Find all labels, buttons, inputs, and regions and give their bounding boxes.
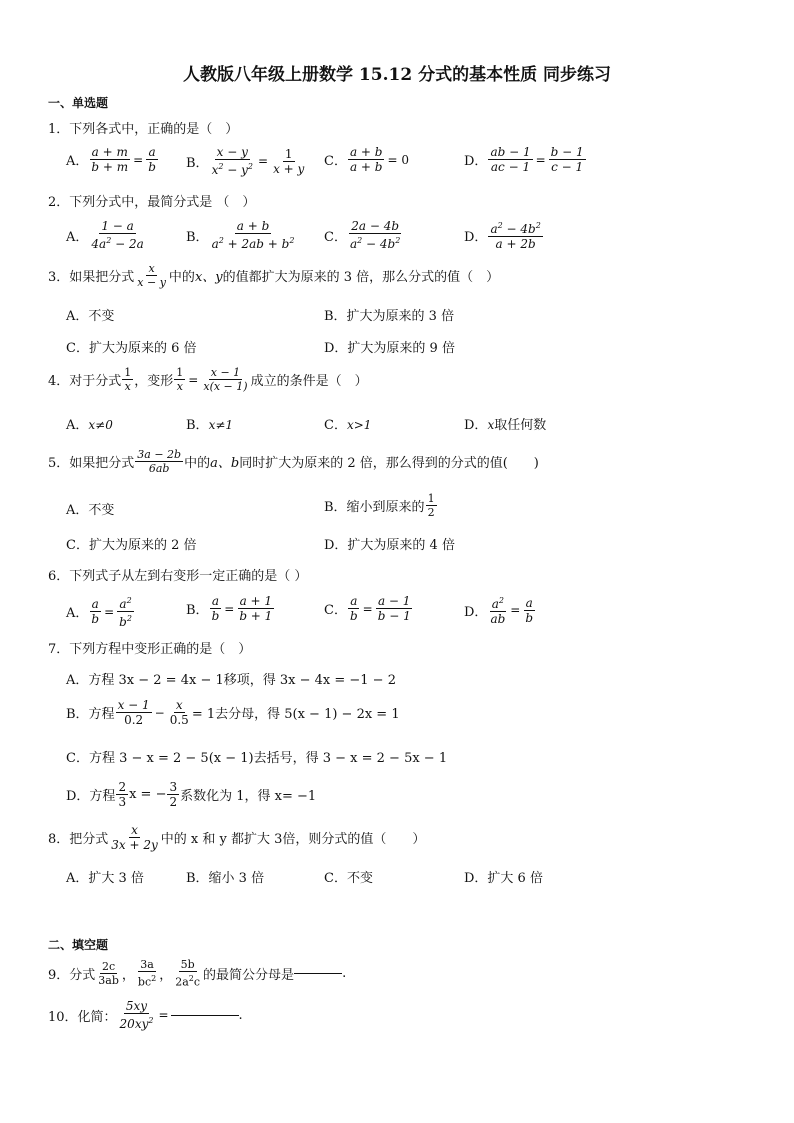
question-3-stem: 3．如果把分式 x x − y 中的 x、y 的值都扩大为原来的 3 倍，那么分式的值（ ） — [48, 262, 500, 289]
question-7-stem: 7．下列方程中变形正确的是（ ） — [48, 642, 252, 657]
question-4-option-d: D．x取任何数 — [464, 418, 547, 433]
question-9-stem: 9．分式 2c 3ab ， 3a $bc^2$ ， 5b $2a^2c$ 的最简公分母是 . — [48, 958, 347, 989]
answer-blank[interactable] — [294, 973, 342, 974]
question-1-stem: 1．下列各式中，正确的是（ ） — [48, 122, 239, 137]
question-8-option-c: C．不变 — [324, 871, 373, 886]
question-4-option-c: C．x>1 — [324, 418, 372, 433]
question-4-stem: 4．对于分式 1 x ，变形 $\frac{1}{x}$ = $\frac{x - 1}{x(x - 1)}$ 成立的条件是（ ） — [48, 366, 368, 393]
question-4-option-b: B．x≠1 — [186, 418, 234, 433]
question-6-option-c: C． $\frac{a}{b}$ = $\frac{a - 1}{b - 1}$ — [324, 594, 411, 623]
question-3-option-a: A．不变 — [66, 309, 115, 324]
question-6-option-d: D． $\frac{a^2}{ab}$ = $\frac{a}{b}$ — [464, 595, 534, 626]
question-6-option-a: A． $\frac{a}{b}$ = $\frac{a^2}{b^2}$ — [66, 596, 132, 629]
question-1-option-b: B． $\frac{x - y}{x^2 - y^2}$ = $\frac{1}{x + y}$ — [186, 145, 305, 177]
question-1-option-d: D． $\frac{ab - 1}{ac - 1}$ = $\frac{b - 1}{c - 1}$ — [464, 145, 584, 174]
question-10-stem: 10．化简： $\frac{5xy}{20xy^2}$ = . — [48, 999, 243, 1031]
question-7-option-d: D．方程 2 3 x = − $\frac{3}{2}$ 系数化为 1，得 x= −1 — [66, 780, 317, 809]
question-3-option-b: B．扩大为原来的 3 倍 — [324, 309, 455, 324]
section-heading-fill-in: 二、填空题 — [48, 938, 109, 952]
question-3-option-d: D．扩大为原来的 9 倍 — [324, 341, 455, 356]
section-heading-single-choice: 一、单选题 — [48, 96, 109, 110]
page-title: 人教版八年级上册数学 15.12 分式的基本性质 同步练习 — [183, 65, 611, 85]
question-8-option-d: D．扩大 6 倍 — [464, 871, 543, 886]
question-4-option-a: A．x≠0 — [66, 418, 113, 433]
question-8-option-b: B．缩小 3 倍 — [186, 871, 265, 886]
question-5-option-c: C．扩大为原来的 2 倍 — [66, 538, 197, 553]
question-7-option-b: B．方程 x − 1 0.2 − $\frac{x}{0.5}$ = 1去分母，得 5(x − 1) − 2x = 1 — [66, 698, 400, 727]
question-2-option-b: B． a + b $a^2 + 2ab + b^2$ — [186, 219, 295, 251]
question-7-option-a: A．方程 3x − 2 = 4x − 1移项，得 3x − 4x = −1 − 2 — [66, 673, 396, 688]
question-2-option-a: A． 1 − a $4a^2 - 2a$ — [66, 219, 144, 251]
question-5-option-d: D．扩大为原来的 4 倍 — [324, 538, 455, 553]
question-5-option-b: B．缩小到原来的 1 2 — [324, 492, 435, 519]
question-8-stem: 8．把分式 x 3x + 2y 中的 x 和 y 都扩大 3倍，则分式的值（ ） — [48, 823, 426, 852]
question-2-option-d: D． $a^2 - 4b^2$ a + 2b — [464, 221, 541, 251]
question-8-option-a: A．扩大 3 倍 — [66, 871, 144, 886]
question-5-stem: 5．如果把分式 3a − 2b 6ab 中的 a、b 同时扩大为原来的 2 倍，那么得到的分式的值( ) — [48, 448, 539, 475]
question-1-option-c: C． $\frac{a + b}{a + b}$ = 0 — [324, 145, 409, 174]
question-6-stem: 6．下列式子从左到右变形一定正确的是（ ） — [48, 569, 308, 584]
question-2-option-c: C． 2a − 4b $a^2 - 4b^2$ — [324, 219, 401, 251]
question-3-option-c: C．扩大为原来的 6 倍 — [66, 341, 197, 356]
question-2-stem: 2．下列分式中，最简分式是 （ ） — [48, 195, 256, 210]
question-7-option-c: C．方程 3 − x = 2 − 5(x − 1)去括号，得 3 − x = 2 − 5x − 1 — [66, 751, 448, 766]
question-1-option-a: A． $\frac{a + m}{b + m}$ = $\frac{a}{b}$ — [66, 145, 156, 174]
answer-blank[interactable] — [171, 1015, 239, 1016]
question-5-option-a: A．不变 — [66, 503, 115, 518]
question-6-option-b: B． $\frac{a}{b}$ = $\frac{a + 1}{b + 1}$ — [186, 594, 273, 623]
